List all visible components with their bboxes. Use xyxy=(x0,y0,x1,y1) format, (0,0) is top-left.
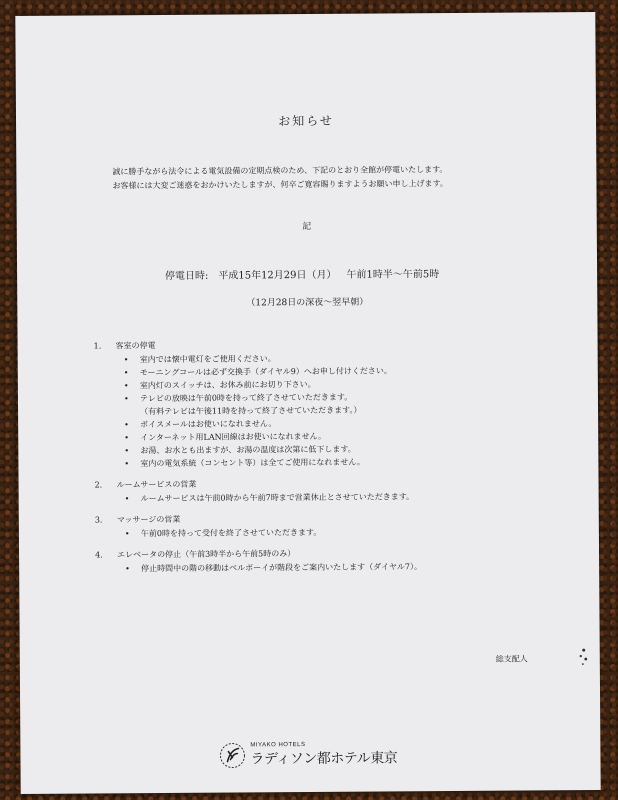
list-item-text: テレビの放映は午前0時を持って終了させていただきます。 xyxy=(139,392,353,404)
ink-smudge xyxy=(576,646,592,668)
notice-paper xyxy=(15,12,600,794)
section-number: 2. xyxy=(94,480,103,490)
section-title: 客室の停電 xyxy=(115,341,156,351)
intro-line: お客様には大変ご迷惑をおかけいたしますが、何卒ご寛容賜りますようお願い申し上げます。 xyxy=(112,179,448,191)
datetime-date: 平成15年12月29日（月） xyxy=(218,269,337,282)
logo-text xyxy=(250,741,397,768)
section-title: エレベータの停止（午前3時半から午前5時のみ） xyxy=(117,549,296,560)
hotel-logo xyxy=(218,740,397,769)
list-item: • 午前0時を持って受付を終了させていただきます。 xyxy=(125,524,565,540)
section-title: ルームサービスの営業 xyxy=(116,479,197,490)
section-list xyxy=(94,336,566,583)
list-item: • ボイスメールはお使いになれません。 xyxy=(124,415,564,431)
list-item: • モーニングコールは必ず交換手（ダイヤル9）へお申し付けください。 xyxy=(124,363,564,379)
list-item: • 停止時間中の階の移動はベルボーイが階段をご案内いたします（ダイヤル7）。 xyxy=(125,559,565,575)
list-item-subnote: （有料テレビは午後11時を持って終了させていただきます。） xyxy=(140,405,362,417)
list-item: • 室内の電気系統（コンセント等）は全てご使用になれません。 xyxy=(124,454,564,470)
ki-heading: 記 xyxy=(302,221,312,233)
section-4 xyxy=(95,545,565,575)
section-items xyxy=(95,559,565,575)
intro-text xyxy=(112,162,552,193)
miyako-flower-icon xyxy=(218,741,246,769)
section-2 xyxy=(95,475,565,505)
datetime-label: 停電日時: xyxy=(164,270,209,282)
datetime-note: （12月28日の深夜〜翌早朝） xyxy=(246,297,369,309)
logo-brand-small: MIYAKO HOTELS xyxy=(250,742,306,749)
section-items xyxy=(95,524,565,540)
section-number: 1. xyxy=(93,341,102,351)
section-3 xyxy=(95,510,565,540)
list-item: • ルームサービスは午前0時から午前7時まで営業休止とさせていただきます。 xyxy=(125,489,565,505)
datetime-time: 午前1時半〜午前5時 xyxy=(346,269,440,281)
logo-hotel-name: ラディソン都ホテル東京 xyxy=(250,749,398,767)
signature-general-manager: 総支配人 xyxy=(495,654,528,664)
intro-line: 誠に勝手ながら法令による電気設備の定期点検のため、下記のとおり全館が停電いたします。 xyxy=(112,165,448,177)
section-items xyxy=(95,489,565,505)
list-item: • 室内灯のスイッチは、お休み前にお切り下さい。 xyxy=(124,376,564,392)
list-item: • インターネット用LAN回線はお使いになれません。 xyxy=(124,428,564,444)
section-title: マッサージの営業 xyxy=(116,514,181,525)
notice-title: お知らせ xyxy=(278,113,334,129)
list-item: • お湯、お水とも出ますが、お湯の温度は次第に低下します。 xyxy=(124,441,564,457)
section-1 xyxy=(94,336,565,470)
list-item xyxy=(124,389,564,418)
section-items xyxy=(94,350,565,470)
list-item: • 室内では懐中電灯をご使用ください。 xyxy=(124,350,564,366)
outage-datetime xyxy=(17,264,597,283)
section-number: 3. xyxy=(94,515,103,525)
section-number: 4. xyxy=(95,550,103,560)
